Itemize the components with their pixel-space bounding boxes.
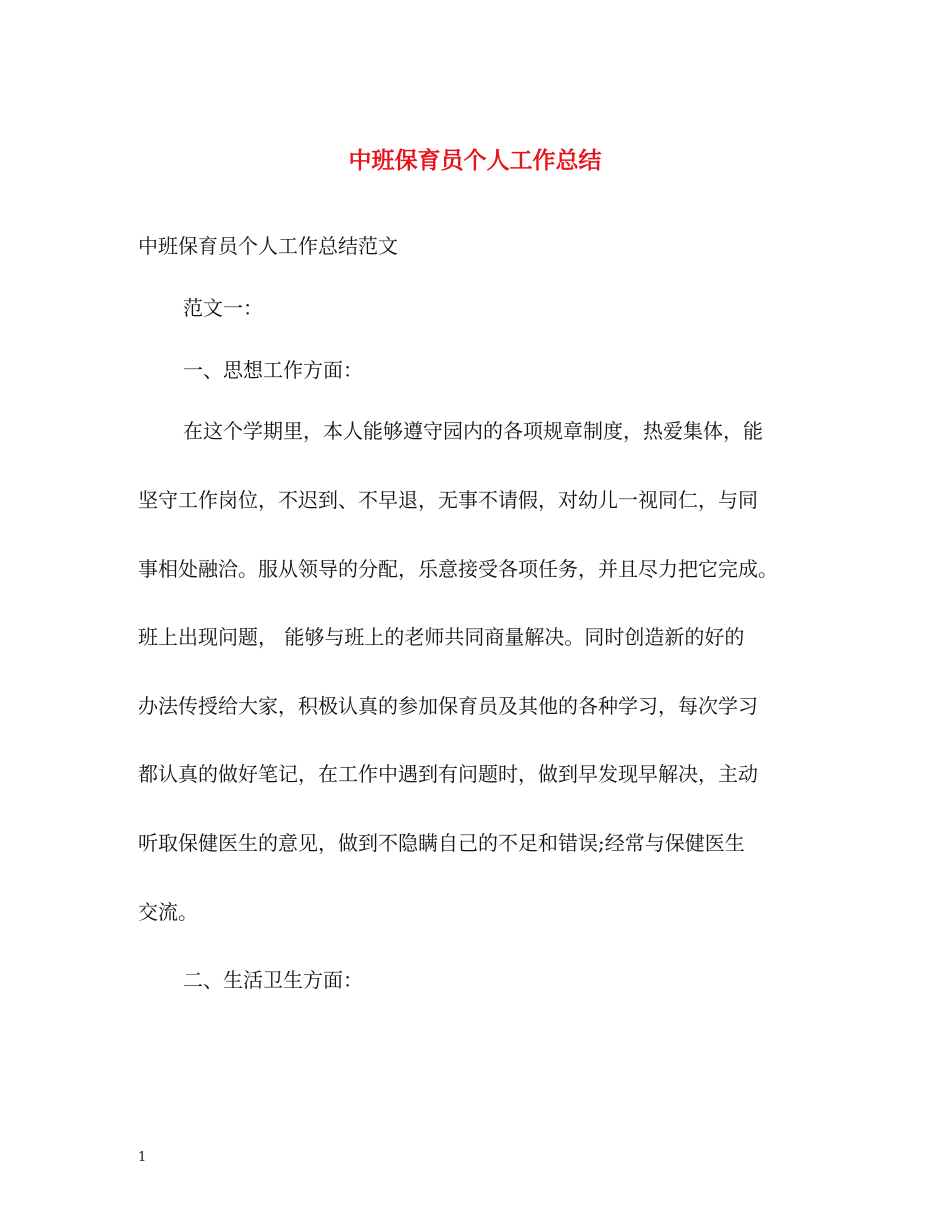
paragraph-line-7: 听取保健医生的意见，做到不隐瞒自己的不足和错误;经常与保健医生 [138,831,745,855]
paragraph-line-3: 事相处融洽。服从领导的分配，乐意接受各项任务，并且尽力把它完成。 [138,557,778,581]
paragraph-line-8: 交流。 [138,900,198,924]
page-number: 1 [138,1150,147,1165]
section-heading-2: 二、生活卫生方面： [183,968,363,992]
document-title: 中班保育员个人工作总结 [348,147,602,174]
paragraph-line-2: 坚守工作岗位，不迟到、不早退，无事不请假，对幼儿一视同仁，与同 [138,488,758,512]
section-heading-1: 一、思想工作方面： [183,358,363,382]
document-subtitle: 中班保育员个人工作总结范文 [138,234,398,258]
paragraph-line-4: 班上出现问题， 能够与班上的老师共同商量解决。同时创造新的好的 [138,625,745,649]
paragraph-line-1: 在这个学期里，本人能够遵守园内的各项规章制度，热爱集体，能 [183,419,763,443]
paragraph-line-6: 都认真的做好笔记，在工作中遇到有问题时，做到早发现早解决，主动 [138,762,758,786]
section-label-fanwen-1: 范文一： [183,296,263,320]
paragraph-line-5: 办法传授给大家，积极认真的参加保育员及其他的各种学习，每次学习 [138,694,758,718]
